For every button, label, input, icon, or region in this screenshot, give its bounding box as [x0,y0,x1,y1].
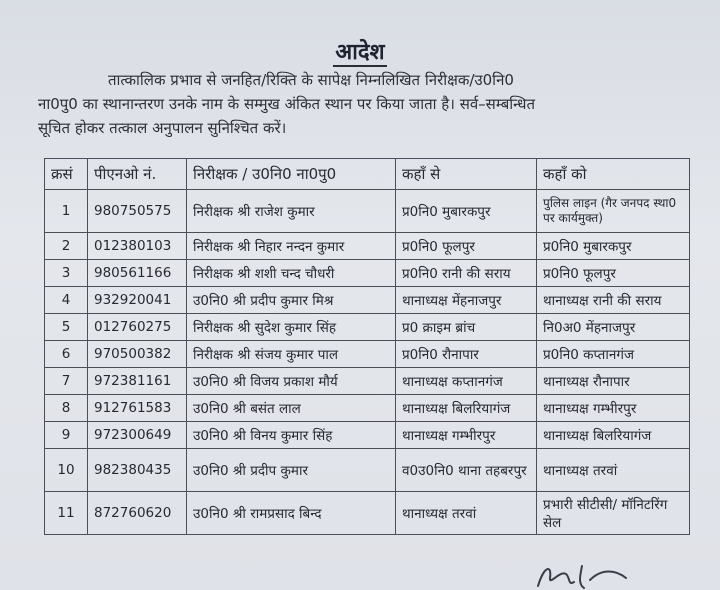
cell-officer: उ0नि0 श्री रामप्रसाद बिन्द [187,492,396,535]
cell-officer: निरीक्षक श्री राजेश कुमार [187,190,396,233]
cell-serial: 5 [45,314,88,341]
cell-pno: 872760620 [88,492,187,535]
cell-from: व0उ0नि0 थाना तहबरपुर [396,449,537,492]
cell-serial: 7 [45,368,88,395]
cell-to: थानाध्यक्ष बिलरियागंज [537,422,690,449]
header-from: कहाँ से [396,159,537,190]
table-header-row [45,159,690,190]
table-row [45,395,690,422]
cell-serial: 4 [45,287,88,314]
paragraph-line: ना0पु0 का स्थानान्तरण उनके नाम के सम्मुख अंकित स्थान पर किया जाता है। सर्व–सम्बन्धित [38,95,536,113]
transfer-table [44,158,690,535]
cell-serial: 10 [45,449,88,492]
cell-from: थानाध्यक्ष बिलरियागंज [396,395,537,422]
header-serial: क्रसं [45,159,88,190]
cell-from: थानाध्यक्ष कप्तानगंज [396,368,537,395]
cell-to: प्र0नि0 फूलपुर [537,260,690,287]
table-row [45,314,690,341]
cell-to: थानाध्यक्ष रानी की सराय [537,287,690,314]
cell-officer: निरीक्षक श्री सुदेश कुमार सिंह [187,314,396,341]
cell-pno: 012380103 [88,233,187,260]
cell-to: थानाध्यक्ष गम्भीरपुर [537,395,690,422]
cell-pno: 980750575 [88,190,187,233]
cell-pno: 972381161 [88,368,187,395]
table-row [45,190,690,233]
signature-mark [530,560,650,590]
order-paragraph [38,68,678,140]
cell-to: प्र0नि0 कप्तानगंज [537,341,690,368]
table-row [45,287,690,314]
cell-officer: उ0नि0 श्री विजय प्रकाश मौर्य [187,368,396,395]
cell-from: थानाध्यक्ष तरवां [396,492,537,535]
header-to: कहाँ को [537,159,690,190]
cell-from: थानाध्यक्ष गम्भीरपुर [396,422,537,449]
cell-pno: 972300649 [88,422,187,449]
cell-to: प्र0नि0 मुबारकपुर [537,233,690,260]
cell-to: पुलिस लाइन (गैर जनपद स्था0 पर कार्यमुक्त) [537,190,690,233]
cell-officer: निरीक्षक श्री निहार नन्दन कुमार [187,233,396,260]
cell-from: प्र0नि0 फूलपुर [396,233,537,260]
table-row [45,422,690,449]
paragraph-line: तात्कालिक प्रभाव से जनहित/रिक्ति के सापेक्ष निम्नलिखित निरीक्षक/उ0नि0 [108,71,514,89]
cell-from: प्र0नि0 मुबारकपुर [396,190,537,233]
cell-to: नि0अ0 मेंहनाजपुर [537,314,690,341]
cell-to: प्रभारी सीटीसी/ मॉनिटरिंग सेल [537,492,690,535]
table-row [45,233,690,260]
cell-pno: 912761583 [88,395,187,422]
cell-serial: 1 [45,190,88,233]
cell-serial: 11 [45,492,88,535]
cell-pno: 982380435 [88,449,187,492]
cell-officer: उ0नि0 श्री प्रदीप कुमार [187,449,396,492]
cell-serial: 8 [45,395,88,422]
cell-from: प्र0नि0 रौनापार [396,341,537,368]
table-row [45,341,690,368]
cell-serial: 2 [45,233,88,260]
cell-officer: निरीक्षक श्री संजय कुमार पाल [187,341,396,368]
table-row [45,492,690,535]
document-title: आदेश [335,40,385,65]
cell-pno: 980561166 [88,260,187,287]
cell-officer: उ0नि0 श्री प्रदीप कुमार मिश्र [187,287,396,314]
paragraph-line: सूचित होकर तत्काल अनुपालन सुनिश्चित करें। [38,119,287,137]
cell-to: थानाध्यक्ष तरवां [537,449,690,492]
header-officer: निरीक्षक / उ0नि0 ना0पु0 [187,159,396,190]
cell-pno: 932920041 [88,287,187,314]
cell-officer: निरीक्षक श्री शशी चन्द चौधरी [187,260,396,287]
table-row [45,368,690,395]
cell-pno: 970500382 [88,341,187,368]
cell-pno: 012760275 [88,314,187,341]
cell-serial: 9 [45,422,88,449]
cell-serial: 3 [45,260,88,287]
cell-from: प्र0 क्राइम ब्रांच [396,314,537,341]
header-pno: पीएनओ नं. [88,159,187,190]
cell-to: थानाध्यक्ष रौनापार [537,368,690,395]
cell-serial: 6 [45,341,88,368]
cell-officer: उ0नि0 श्री बसंत लाल [187,395,396,422]
cell-from: थानाध्यक्ष मेंहनाजपुर [396,287,537,314]
cell-from: प्र0नि0 रानी की सराय [396,260,537,287]
cell-officer: उ0नि0 श्री विनय कुमार सिंह [187,422,396,449]
table-row [45,260,690,287]
table-row [45,449,690,492]
